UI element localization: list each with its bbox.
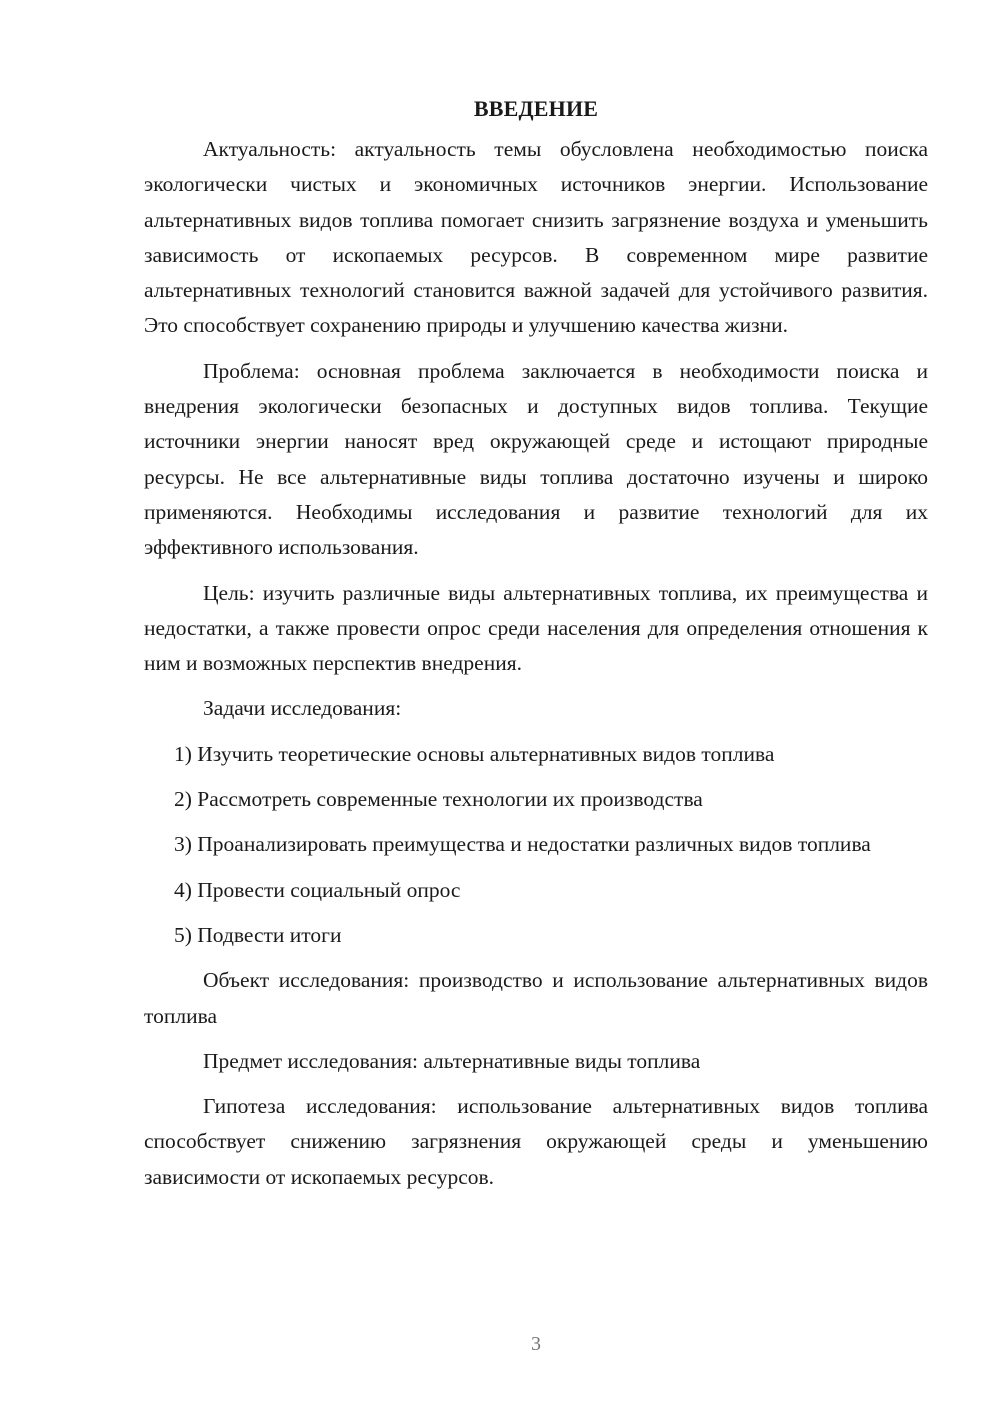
problem-paragraph: Проблема: основная проблема заключается в необходимости поиска и внедрения экологически безопасных и доступных видов топлива. Текущие источники энергии наносят вред окружающей среде и истощают природные ресурсы. Не все альтернативные виды топлива достаточно изучены и широко применяются. Необходимы исследования и развитие технологий для их эффективного использования. xyxy=(144,358,928,560)
task-item: 2) Рассмотреть современные технологии их производства xyxy=(174,787,703,812)
goal-paragraph: Цель: изучить различные виды альтернативных топлива, их преимущества и недостатки, а также провести опрос среди населения для определения отношения к ним и возможных перспектив внедрения. xyxy=(144,580,928,676)
task-item: 4) Провести социальный опрос xyxy=(174,877,461,902)
task-item: 3) Проанализировать преимущества и недостатки различных видов топлива xyxy=(174,832,871,857)
hypothesis-paragraph: Гипотеза исследования: использование альтернативных видов топлива способствует снижению загрязнения окружающей среды и уменьшению зависимости от ископаемых ресурсов. xyxy=(144,1094,928,1189)
tasks-list xyxy=(144,737,928,953)
relevance-paragraph: Актуальность: актуальность темы обусловлена необходимостью поиска экологически чистых и экономичных источников энергии. Использование альтернативных видов топлива помогает снизить загрязнение воздуха и уменьшить зависимость от ископаемых ресурсов. В современном мире развитие альтернативных технологий становится важной задачей для устойчивого развития. Это способствует сохранению природы и улучшению качества жизни. xyxy=(144,137,928,338)
tasks-heading: Задачи исследования: xyxy=(203,696,402,721)
section-title: ВВЕДЕНИЕ xyxy=(473,96,599,121)
page-number: 3 xyxy=(531,1333,541,1355)
object-paragraph: Объект исследования: производство и использование альтернативных видов топлива xyxy=(144,968,928,1028)
task-item: 5) Подвести итоги xyxy=(174,922,342,947)
document-page xyxy=(144,92,928,1205)
task-item: 1) Изучить теоретические основы альтернативных видов топлива xyxy=(174,741,775,766)
subject-paragraph: Предмет исследования: альтернативные виды топлива xyxy=(203,1048,701,1073)
